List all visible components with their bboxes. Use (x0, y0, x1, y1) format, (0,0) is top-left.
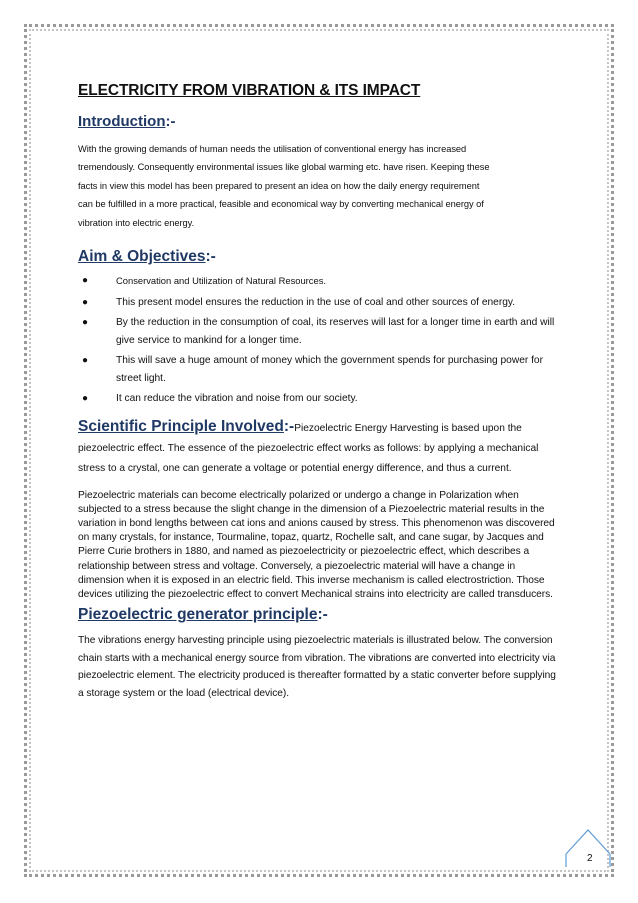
list-item: ● This will save a huge amount of money which the government spends for purchasing power for street light. (78, 352, 558, 388)
list-item: ● It can reduce the vibration and noise from our society. (78, 390, 558, 408)
intro-heading-suffix: :- (165, 113, 176, 130)
bullet-icon: ● (82, 297, 89, 309)
bullet-icon: ● (82, 275, 89, 287)
piezo-materials-paragraph: Piezoelectric materials can become electrically polarized or undergo a change in Polarization when subjected to a stress because the slight change in the dimension of a Piezoelectric material results in the variation in bond lengths between cat ions and anions caused by stress. This phenomenon was discovered on many crystals, for instance, Tourmaline, topaz, quartz, Rochelle salt, and cane sugar, by Jacques and Pierre Curie brothers in 1880, and named as piezoelectricity or piezoelectric effect, which describes a relationship between stress and voltage. Conversely, a piezoelectric material will have a change in dimension when it is exposed in an electric field. This inverse mechanism is called electrostriction. Those devices utilizing the piezoelectric effect to convert Mechanical strains into electricity are called transducers. (78, 489, 555, 600)
document-title: ELECTRICITY FROM VIBRATION & ITS IMPACT (78, 82, 421, 99)
generator-heading-label: Piezoelectric generator principle (78, 606, 318, 624)
bullet-icon: ● (82, 316, 89, 328)
list-item: ● This present model ensures the reduction in the use of coal and other sources of energy. (78, 294, 558, 312)
aim-heading-label: Aim & Objectives (78, 248, 206, 266)
objectives-list (78, 272, 558, 408)
intro-line: tremendously. Consequently environmental issues like global warming etc. have risen. Keeping these (78, 162, 490, 173)
bullet-icon: ● (82, 392, 89, 404)
scientific-heading-suffix: :- (283, 417, 295, 435)
intro-paragraph (78, 140, 558, 232)
generator-heading-suffix: :- (317, 606, 328, 624)
page-number: 2 (587, 853, 593, 864)
list-item: ● Conservation and Utilization of Natural Resources. (78, 272, 558, 290)
intro-line: can be fulfilled in a more practical, feasible and economical way by converting mechanical energy of (78, 199, 484, 210)
intro-line: facts in view this model has been prepared to present an idea on how the daily energy requirement (78, 180, 480, 191)
scientific-section (78, 416, 558, 480)
intro-heading (78, 112, 558, 132)
document-body (78, 80, 558, 703)
intro-line: vibration into electric energy. (78, 217, 195, 228)
generator-paragraph: The vibrations energy harvesting principle using piezoelectric materials is illustrated below. The conversion chain starts with a mechanical energy source from vibration. The vibrations are converted into electricity via piezoelectric element. The electricity produced is thereafter formatted by a static converter before supplying a storage system or the load (electrical device). (78, 635, 556, 699)
bullet-icon: ● (82, 354, 89, 366)
intro-line: With the growing demands of human needs the utilisation of conventional energy has increased (78, 144, 467, 154)
intro-heading-label: Introduction (78, 113, 166, 130)
aim-heading-suffix: :- (205, 248, 216, 266)
list-item: ● By the reduction in the consumption of coal, its reserves will last for a longer time in earth and will give service to mankind for a longer time. (78, 314, 558, 350)
scientific-heading: Scientific Principle Involved (78, 417, 284, 435)
scientific-text: Piezoelectric Energy Harvesting is based upon the piezoelectric effect. The essence of the piezoelectric effect works as follows: by applying a mechanical stress to a crystal, one can generate a voltage or potential energy difference, and thus a current. (78, 422, 539, 475)
generator-heading (78, 604, 558, 626)
aim-heading (78, 246, 558, 268)
